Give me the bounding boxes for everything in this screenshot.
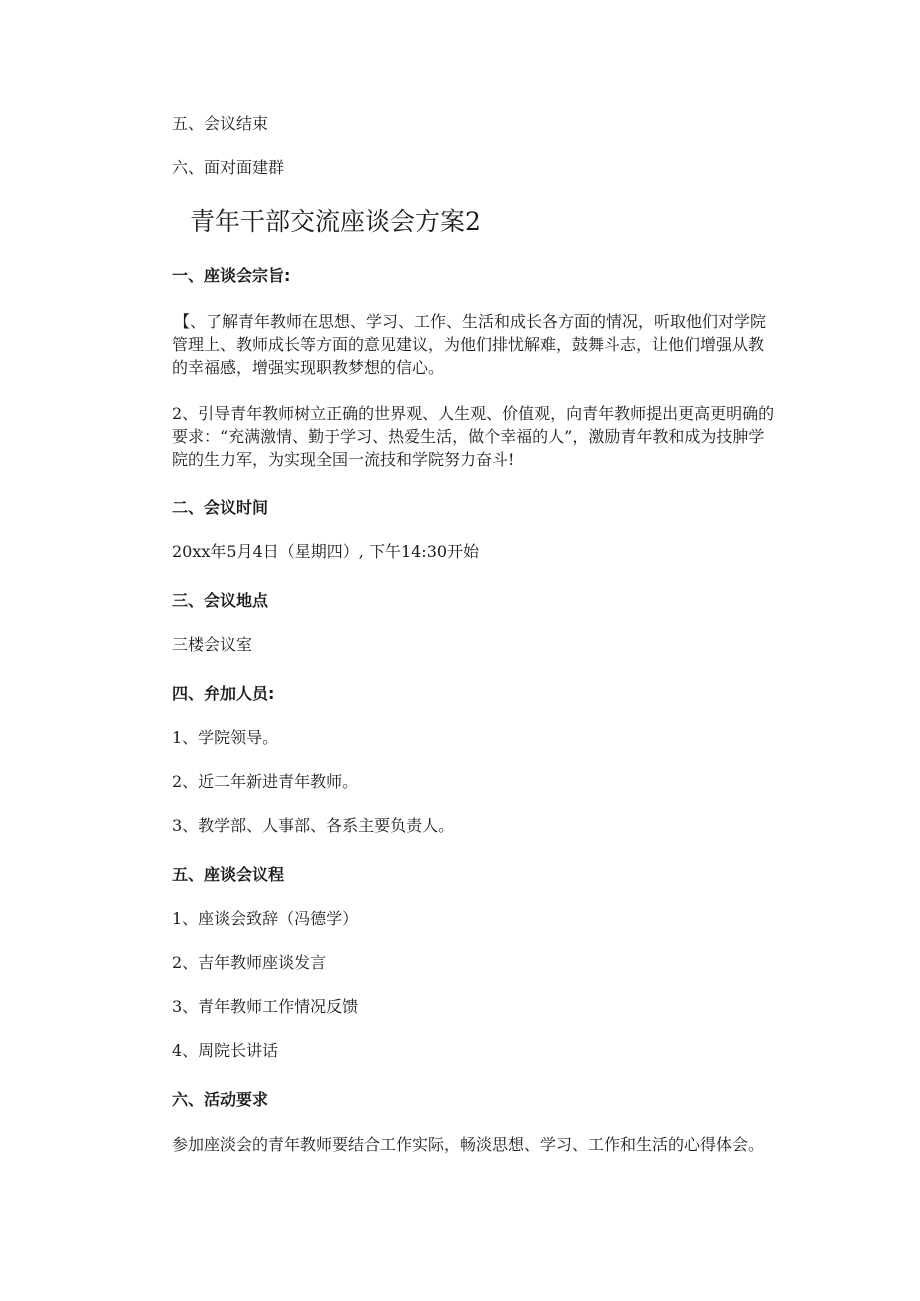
purpose-paragraph-1 bbox=[172, 310, 778, 379]
heading-purpose: 一、座谈会宗旨: bbox=[172, 266, 291, 285]
requirements-paragraph bbox=[172, 1133, 778, 1156]
prev-item-6: 六、面对面建群 bbox=[172, 158, 285, 177]
agenda-item: 1、座谈会致辞（冯德学） bbox=[172, 909, 359, 928]
agenda-item: 4、周院长讲话 bbox=[172, 1041, 279, 1060]
heading-location: 三、会议地点 bbox=[172, 591, 269, 610]
heading-time: 二、会议时间 bbox=[172, 498, 269, 517]
meeting-time: 20xx年5月4日（星期四）, 下午14:30开始 bbox=[172, 542, 480, 561]
attendee-item: 2、近二年新进青年教师。 bbox=[172, 772, 359, 791]
agenda-item: 2、吉年教师座谈发言 bbox=[172, 953, 327, 972]
agenda-item: 3、青年教师工作情况反馈 bbox=[172, 997, 359, 1016]
prev-item-5: 五、会议结束 bbox=[172, 114, 269, 133]
purpose-paragraph-1-text: 【、了解青年教师在思想、学习、工作、生活和成长各方面的情况，听取他们对学院管理上、教师成长等方面的意见建议，为他们排忧解难，鼓舞斗志，让他们增强从教的幸福感，增强实现职教梦想的信心。 bbox=[172, 312, 767, 377]
purpose-paragraph-2 bbox=[172, 402, 778, 471]
heading-requirements: 六、活动要求 bbox=[172, 1090, 269, 1109]
purpose-paragraph-2-text: 2、引导青年教师树立正确的世界观、人生观、价值观，向青年教师提出更高更明确的要求：“充满激情、勤于学习、热爱生活，做个幸福的人”，激励青年教和成为技胂学院的生力军，为实现全国一流技和学院努力奋斗! bbox=[172, 404, 775, 469]
document-title: 青年干部交流座谈会方案2 bbox=[190, 207, 481, 236]
heading-agenda: 五、座谈会议程 bbox=[172, 865, 285, 884]
requirements-paragraph-text: 参加座淡会的青年教师要结合工作实际，畅淡思想、学习、工作和生活的心得体会。 bbox=[172, 1135, 765, 1154]
meeting-location: 三楼会议室 bbox=[172, 635, 253, 654]
heading-attendees: 四、弁加人员: bbox=[172, 684, 275, 703]
attendee-item: 1、学院领导。 bbox=[172, 728, 279, 747]
attendee-item: 3、教学部、人事部、各系主要负责人。 bbox=[172, 816, 455, 835]
